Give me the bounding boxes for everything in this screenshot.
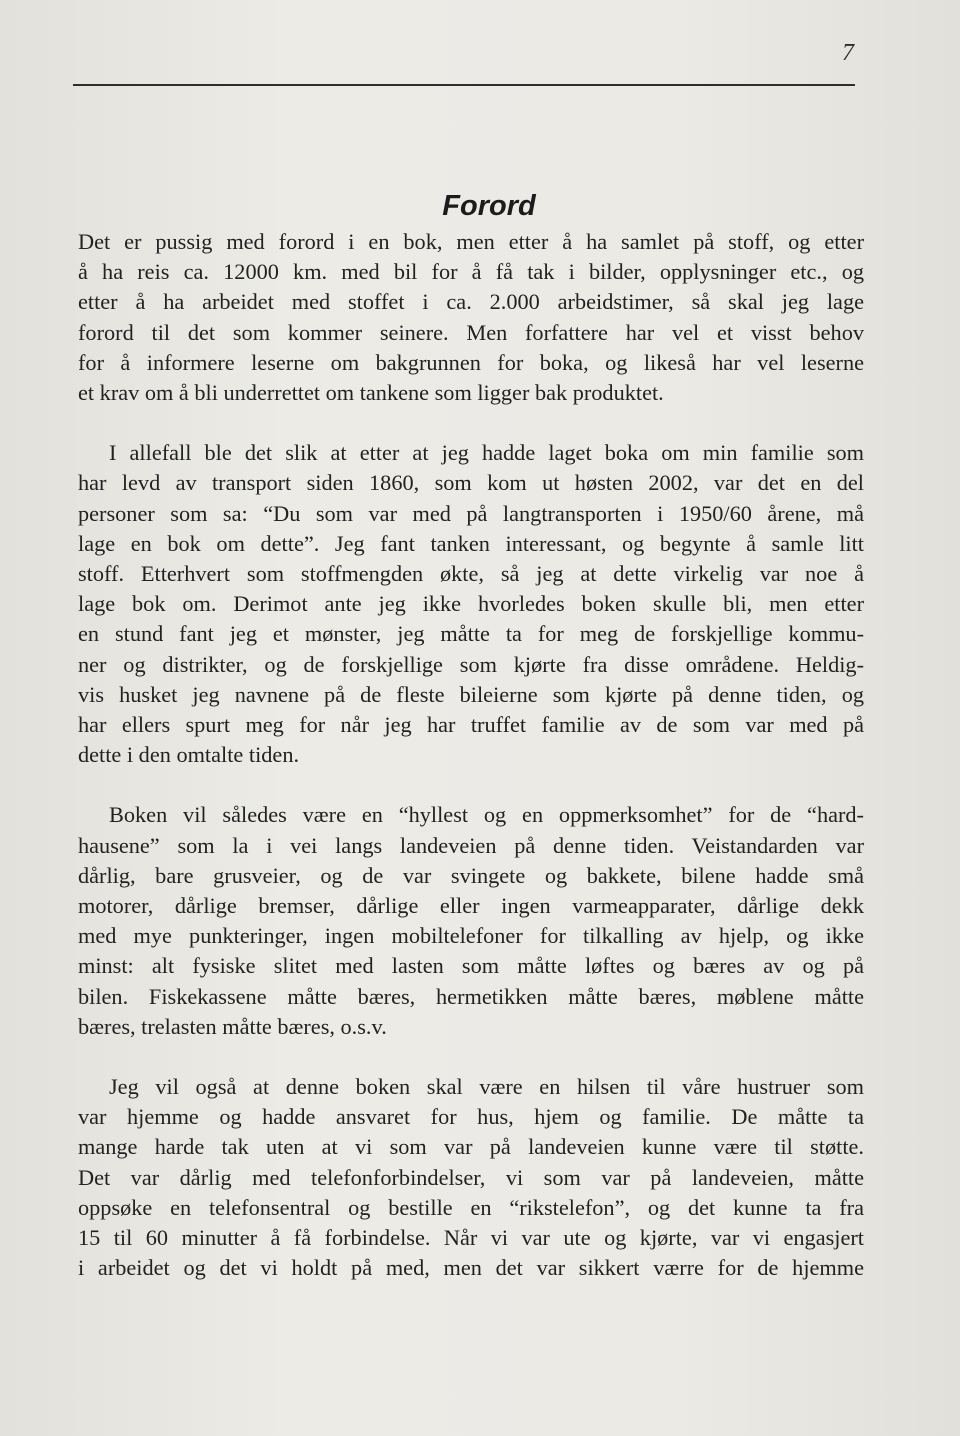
text-line: 15 til 60 minutter å få forbindelse. Når vi var ute og kjørte, var vi engasjert [78,1225,864,1251]
text-line: dette i den omtalte tiden. [78,742,300,768]
text-line: lage en bok om dette”. Jeg fant tanken interessant, og begynte å samle litt [78,530,864,556]
page-number: 7 [842,40,854,66]
text-line: I allefall ble det slik at etter at jeg hadde laget boka om min familie som [109,440,864,466]
text-line: Boken vil således være en “hyllest og en oppmerksomhet” for de “hard- [109,802,864,828]
text-line: etter å ha arbeidet med stoffet i ca. 2.000 arbeidstimer, så skal jeg lage [78,289,864,315]
text-line: var hjemme og hadde ansvaret for hus, hjem og familie. De måtte ta [78,1104,864,1130]
paragraph [78,1072,864,1283]
text-line: motorer, dårlige bremser, dårlige eller ingen varmeapparater, dårlige dekk [78,893,864,919]
text-line: ner og distrikter, og de forskjellige som kjørte fra disse områdene. Heldig- [78,651,864,677]
text-line: bilen. Fiskekassene måtte bæres, hermetikken måtte bæres, møblene måtte [78,983,864,1009]
text-line: har levd av transport siden 1860, som kom ut høsten 2002, var det en del [78,470,864,496]
paragraph [78,438,864,770]
text-line: personer som sa: “Du som var med på langtransporten i 1950/60 årene, må [78,500,864,526]
text-line: minst: alt fysiske slitet med lasten som måtte løftes og bæres av og på [78,953,864,979]
text-line: vis husket jeg navnene på de fleste bileierne som kjørte på denne tiden, og [78,681,864,707]
text-line: Det er pussig med forord i en bok, men etter å ha samlet på stoff, og etter [78,229,864,254]
text-line: lage bok om. Derimot ante jeg ikke hvorledes boken skulle bli, men etter [78,591,864,617]
text-line: dårlig, bare grusveier, og de var svingete og bakkete, bilene hadde små [78,862,864,888]
text-line: bæres, trelasten måtte bæres, o.s.v. [78,1013,387,1039]
text-line: oppsøke en telefonsentral og bestille en “rikstelefon”, og det kunne ta fra [78,1194,864,1220]
paragraph [78,800,864,1042]
text-line: forord til det som kommer seinere. Men forfattere har vel et visst behov [78,319,864,345]
header-rule [73,84,855,86]
chapter-title: Forord [442,190,536,222]
text-line: hausene” som la i vei langs landeveien på denne tiden. Veistandarden var [78,832,864,858]
text-line: har ellers spurt meg for når jeg har truffet familie av de som var med på [78,712,864,738]
text-line: med mye punkteringer, ingen mobiltelefoner for tilkalling av hjelp, og ikke [78,923,864,949]
paragraph [78,227,864,408]
text-line: mange harde tak uten at vi som var på landeveien kunne være til støtte. [78,1134,864,1160]
text-line: en stund fant jeg et mønster, jeg måtte ta for meg de forskjellige kommu- [78,621,864,647]
text-line: å ha reis ca. 12000 km. med bil for å få tak i bilder, opplysninger etc., og [78,259,864,285]
text-line: for å informere leserne om bakgrunnen for boka, og likeså har vel leserne [78,349,864,375]
text-line: et krav om å bli underrettet om tankene som ligger bak produktet. [78,380,664,406]
text-line: stoff. Etterhvert som stoffmengden økte, så jeg at dette virkelig var noe å [78,561,864,587]
body-text [78,227,864,1314]
text-line: Jeg vil også at denne boken skal være en hilsen til våre hustruer som [109,1074,864,1100]
text-line: i arbeidet og det vi holdt på med, men det var sikkert værre for de hjemme [78,1255,864,1281]
text-line: Det var dårlig med telefonforbindelser, vi som var på landeveien, måtte [78,1164,864,1190]
